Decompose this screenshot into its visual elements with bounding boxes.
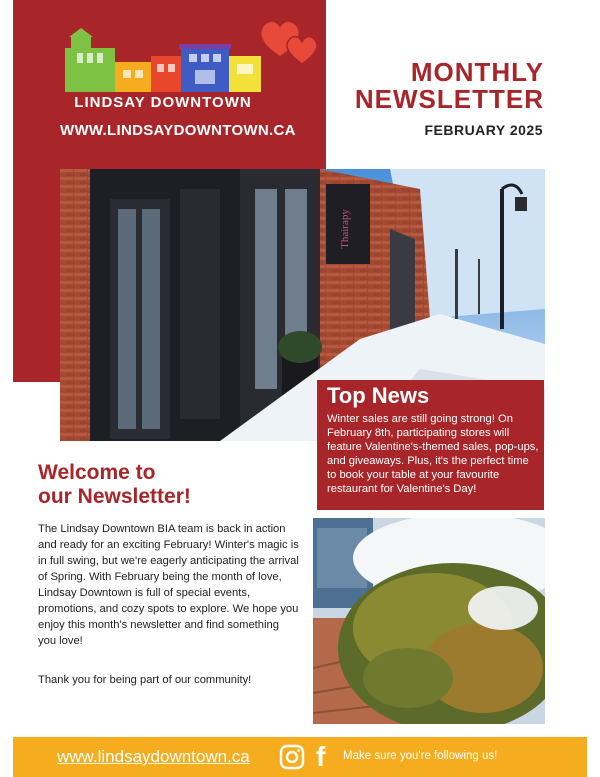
footer-website-link[interactable]: www.lindsaydowntown.ca <box>57 747 250 766</box>
storefront-sign-text: Thairapy <box>339 209 351 249</box>
issue-date: FEBRUARY 2025 <box>424 122 543 138</box>
welcome-heading-line1: Welcome to <box>38 461 156 484</box>
newsletter-title-line2: NEWSLETTER <box>354 84 544 114</box>
top-news-box <box>317 380 544 510</box>
footer-bar <box>13 737 587 777</box>
website-url[interactable]: WWW.LINDSAYDOWNTOWN.CA <box>60 122 296 139</box>
top-news-body: Winter sales are still going strong! On February 8th, participating stores will feature Valentine's-themed sales, pop-ups, and giveaways. Plus, it's the perfect time to book your table at your favourite restaurant for Valentine's Day! <box>327 413 539 495</box>
top-news-heading: Top News <box>327 383 430 408</box>
thanks-text: Thank you for being part of our community! <box>38 674 252 686</box>
welcome-heading <box>38 461 191 509</box>
welcome-intro-text: The Lindsay Downtown BIA team is back in action and ready for an exciting February! Winter's magic is in full swing, but we're eagerly anticipating the arrival of Spring. With February being the month of love, Lindsay Downtown is full of special events, promotions, and cozy spots to explore. We hope you enjoy this month's newsletter and find something you love! <box>38 523 299 647</box>
facebook-icon[interactable]: f <box>316 741 326 772</box>
newsletter-title-line1: MONTHLY <box>410 57 544 87</box>
org-name: LINDSAY DOWNTOWN <box>74 94 252 111</box>
snowy-cedar-photo <box>313 518 545 724</box>
hearts-icon <box>258 16 322 66</box>
instagram-icon[interactable] <box>279 744 305 770</box>
follow-us-note: Make sure you're following us! <box>343 750 498 762</box>
welcome-heading-line2: our Newsletter! <box>38 485 191 508</box>
